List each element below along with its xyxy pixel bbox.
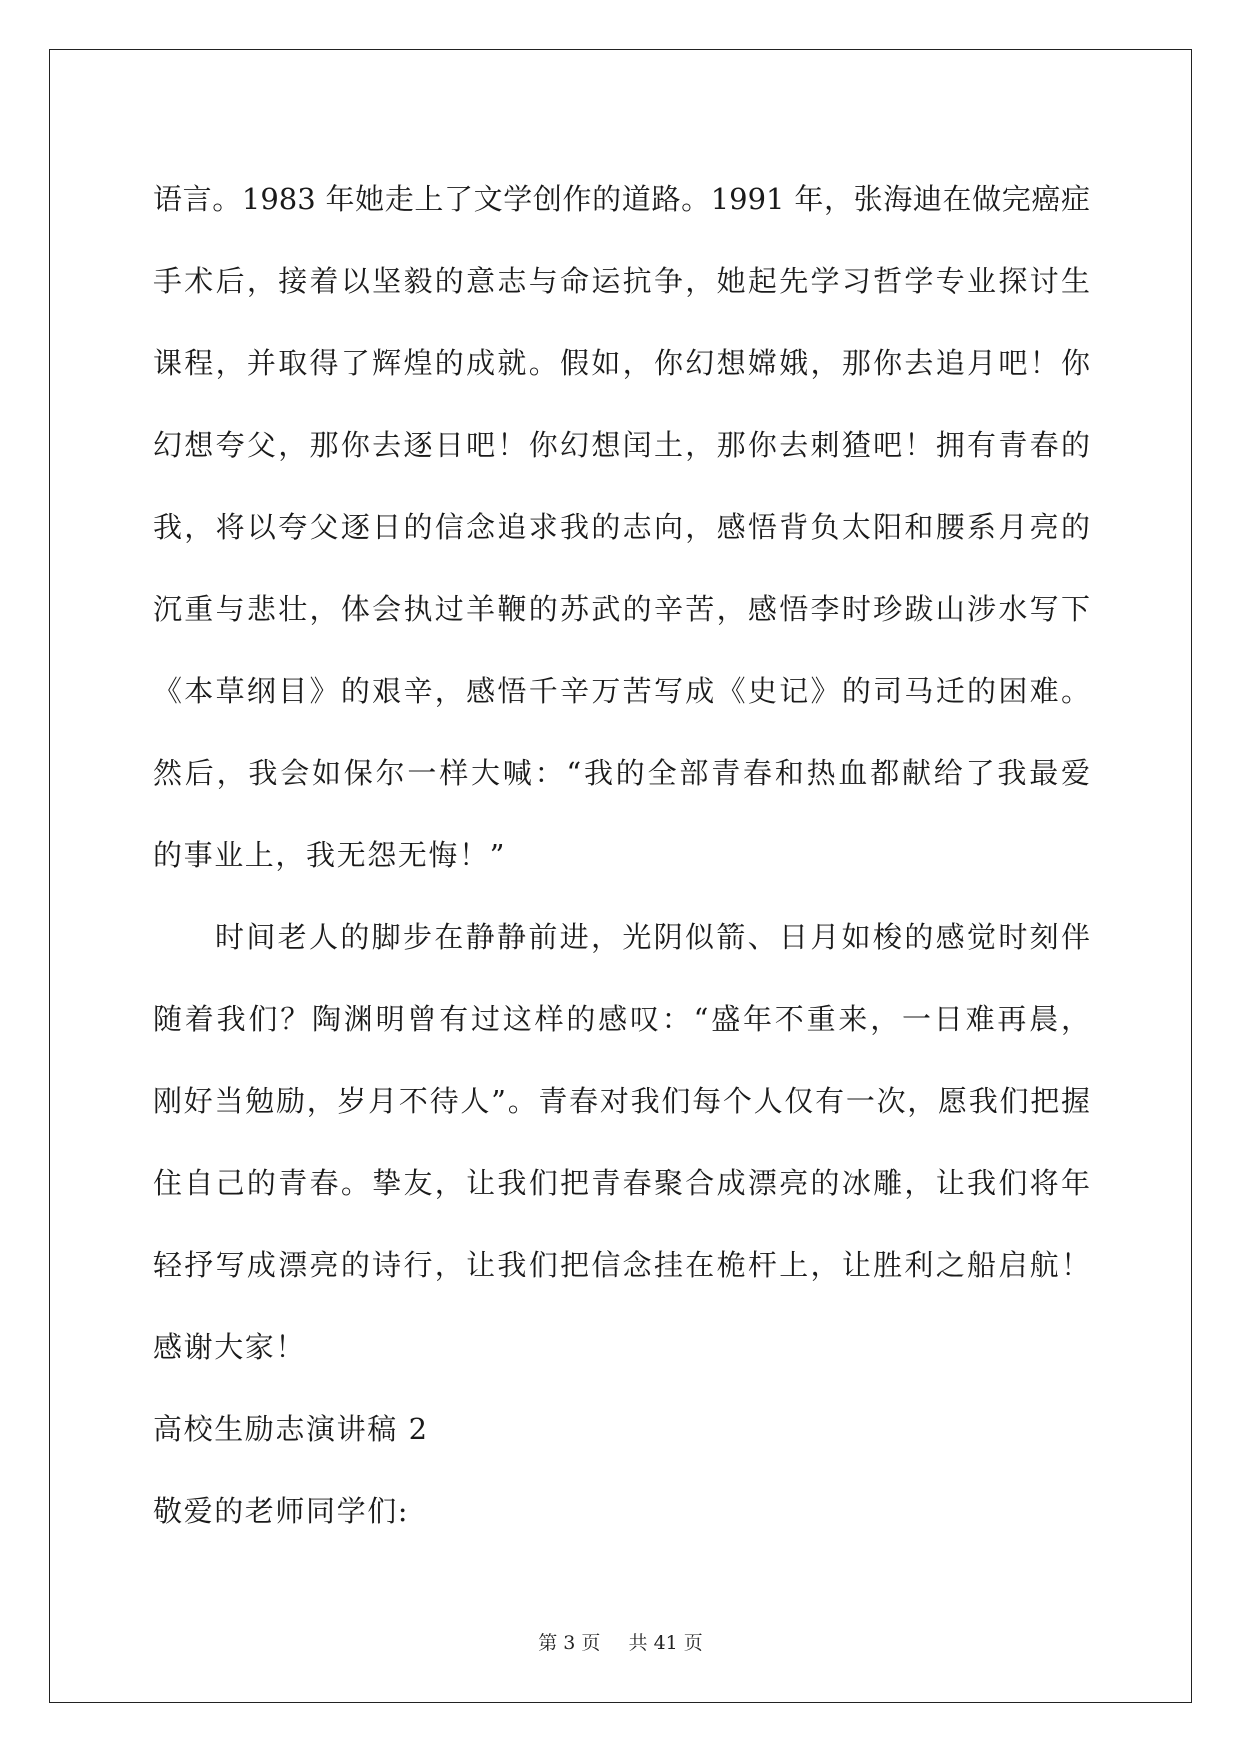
paragraph-line: 随着我们？陶渊明曾有过这样的感叹：“盛年不重来，一日难再晨， <box>153 1002 1090 1036</box>
paragraph-line: 然后，我会如保尔一样大喊：“我的全部青春和热血都献给了我最爱 <box>153 756 1090 790</box>
paragraph-line: 刚好当勉励，岁月不待人”。青春对我们每个人仅有一次，愿我们把握 <box>153 1084 1090 1118</box>
paragraph-line: 感谢大家！ <box>153 1330 307 1364</box>
paragraph-line: 的事业上，我无怨无悔！” <box>153 838 507 872</box>
document-body <box>153 158 1090 1552</box>
paragraph-line: 手术后，接着以坚毅的意志与命运抗争，她起先学习哲学专业探讨生 <box>153 264 1090 298</box>
page-number: 第 3 页 <box>538 1632 601 1654</box>
paragraph-line: 轻抒写成漂亮的诗行，让我们把信念挂在桅杆上，让胜利之船启航！ <box>153 1248 1090 1282</box>
paragraph-line: 课程，并取得了辉煌的成就。假如，你幻想嫦娥，那你去追月吧！你 <box>153 346 1090 380</box>
paragraph-line: 沉重与悲壮，体会执过羊鞭的苏武的辛苦，感悟李时珍跋山涉水写下 <box>153 592 1090 626</box>
page-total: 共 41 页 <box>628 1632 703 1654</box>
paragraph-line: 《本草纲目》的艰辛，感悟千辛万苦写成《史记》的司马迁的困难。 <box>153 674 1090 708</box>
paragraph-line: 时间老人的脚步在静静前进，光阴似箭、日月如梭的感觉时刻伴 <box>215 920 1090 954</box>
section-title: 高校生励志演讲稿 2 <box>153 1412 429 1446</box>
paragraph-line: 我，将以夸父逐日的信念追求我的志向，感悟背负太阳和腰系月亮的 <box>153 510 1090 544</box>
paragraph-line: 语言。1983 年她走上了文学创作的道路。1991 年，张海迪在做完癌症 <box>153 182 1090 216</box>
paragraph-line: 住自己的青春。挚友，让我们把青春聚合成漂亮的冰雕，让我们将年 <box>153 1166 1090 1200</box>
salutation: 敬爱的老师同学们: <box>153 1494 410 1528</box>
paragraph-line: 幻想夸父，那你去逐日吧！你幻想闰土，那你去刺猹吧！拥有青春的 <box>153 428 1090 462</box>
page-footer <box>0 1628 1241 1655</box>
